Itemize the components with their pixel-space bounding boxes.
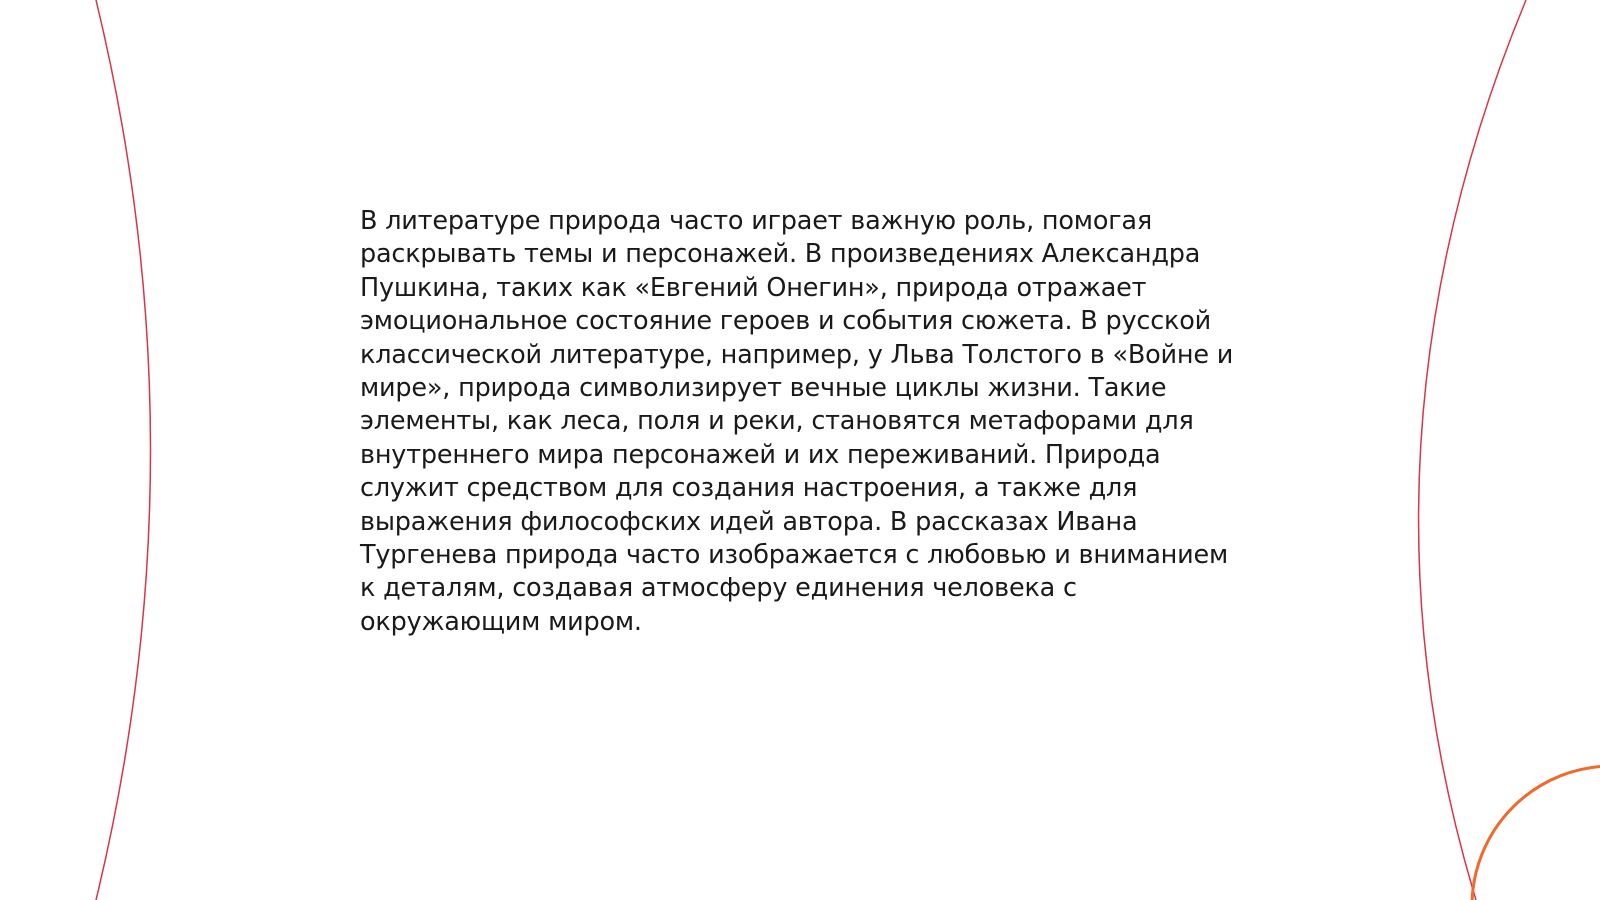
orange-ring [1472, 766, 1600, 900]
body-paragraph: В литературе природа часто играет важную роль, помогая раскрывать темы и персонажей. В произведениях Александра Пушкина, таких как «Евгений Онегин», природа отражает эмоциональное состояние героев и события сюжета. В русской классической литературе, например, у Льва Толстого в «Войне и мире», природа символизирует вечные циклы жизни. Такие элементы, как леса, поля и реки, становятся метафорами для внутреннего мира персонажей и их переживаний. Природа служит средством для создания настроения, а также для выражения философских идей автора. В рассказах Ивана Тургенева природа часто изображается с любовью и вниманием к деталям, создавая атмосферу единения человека с окружающим миром. [360, 206, 1234, 637]
right-decorative-curve [1419, 0, 1526, 900]
left-decorative-curve [96, 0, 151, 900]
